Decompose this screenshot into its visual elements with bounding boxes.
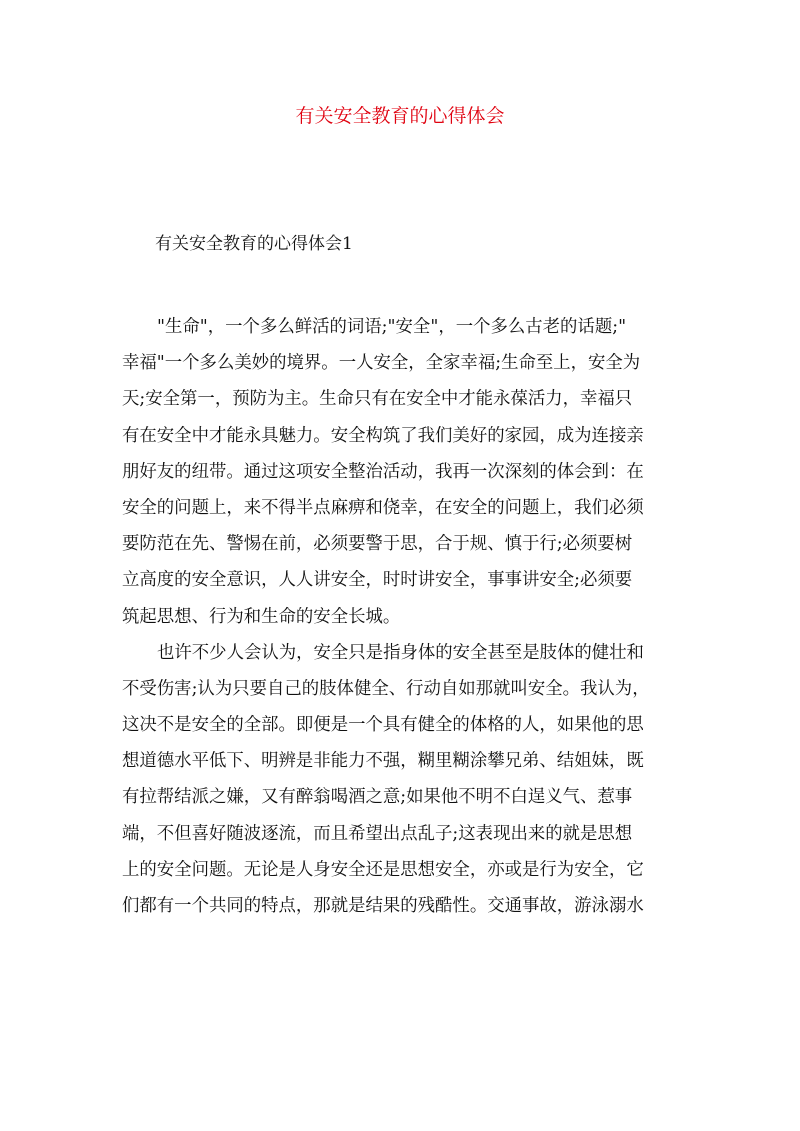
paragraph-1	[122, 309, 702, 635]
paragraph-line: 们都有一个共同的特点，那就是结果的残酷性。交通事故，游泳溺水	[122, 896, 644, 916]
paragraph-line: 这决不是安全的全部。即便是一个具有健全的体格的人，如果他的思	[122, 715, 644, 736]
paragraph-line: 筑起思想、行为和生命的安全长城。	[122, 606, 401, 627]
paragraph-line: "生命"，一个多么鲜活的词语;"安全"，一个多么古老的话题;"	[157, 317, 627, 337]
paragraph-line: 幸福"一个多么美妙的境界。一人安全，全家幸福;生命至上，安全为	[122, 353, 641, 374]
section-heading: 有关安全教育的心得体会1	[155, 234, 353, 254]
paragraph-line: 朋好友的纽带。通过这项安全整治活动，我再一次深刻的体会到：在	[122, 461, 644, 482]
paragraph-line: 天;安全第一，预防为主。生命只有在安全中才能永葆活力，幸福只	[122, 389, 633, 410]
paragraph-line: 端，不但喜好随波逐流，而且希望出点乱子;这表现出来的就是思想	[122, 823, 633, 844]
paragraph-line: 有拉帮结派之嫌，又有醉翁喝酒之意;如果他不明不白逞义气、惹事	[122, 787, 633, 808]
paragraph-line: 上的安全问题。无论是人身安全还是思想安全，亦或是行为安全，它	[122, 859, 644, 880]
body-text	[122, 309, 702, 924]
paragraph-2	[122, 635, 702, 925]
document-title: 有关安全教育的心得体会	[295, 105, 505, 127]
paragraph-line: 立高度的安全意识，人人讲安全，时时讲安全，事事讲安全;必须要	[122, 570, 633, 591]
paragraph-line: 有在安全中才能永具魅力。安全构筑了我们美好的家园，成为连接亲	[122, 425, 644, 446]
paragraph-line: 不受伤害;认为只要自己的肢体健全、行动自如那就叫安全。我认为，	[122, 678, 650, 699]
paragraph-line: 安全的问题上，来不得半点麻痹和侥幸，在安全的问题上，我们必须	[122, 497, 644, 518]
paragraph-line: 也许不少人会认为，安全只是指身体的安全甚至是肢体的健壮和	[157, 642, 644, 663]
paragraph-line: 要防范在先、警惕在前，必须要警于思，合于规、慎于行;必须要树	[122, 534, 633, 555]
paragraph-line: 想道德水平低下、明辨是非能力不强，糊里糊涂攀兄弟、结姐妹，既	[122, 751, 644, 772]
